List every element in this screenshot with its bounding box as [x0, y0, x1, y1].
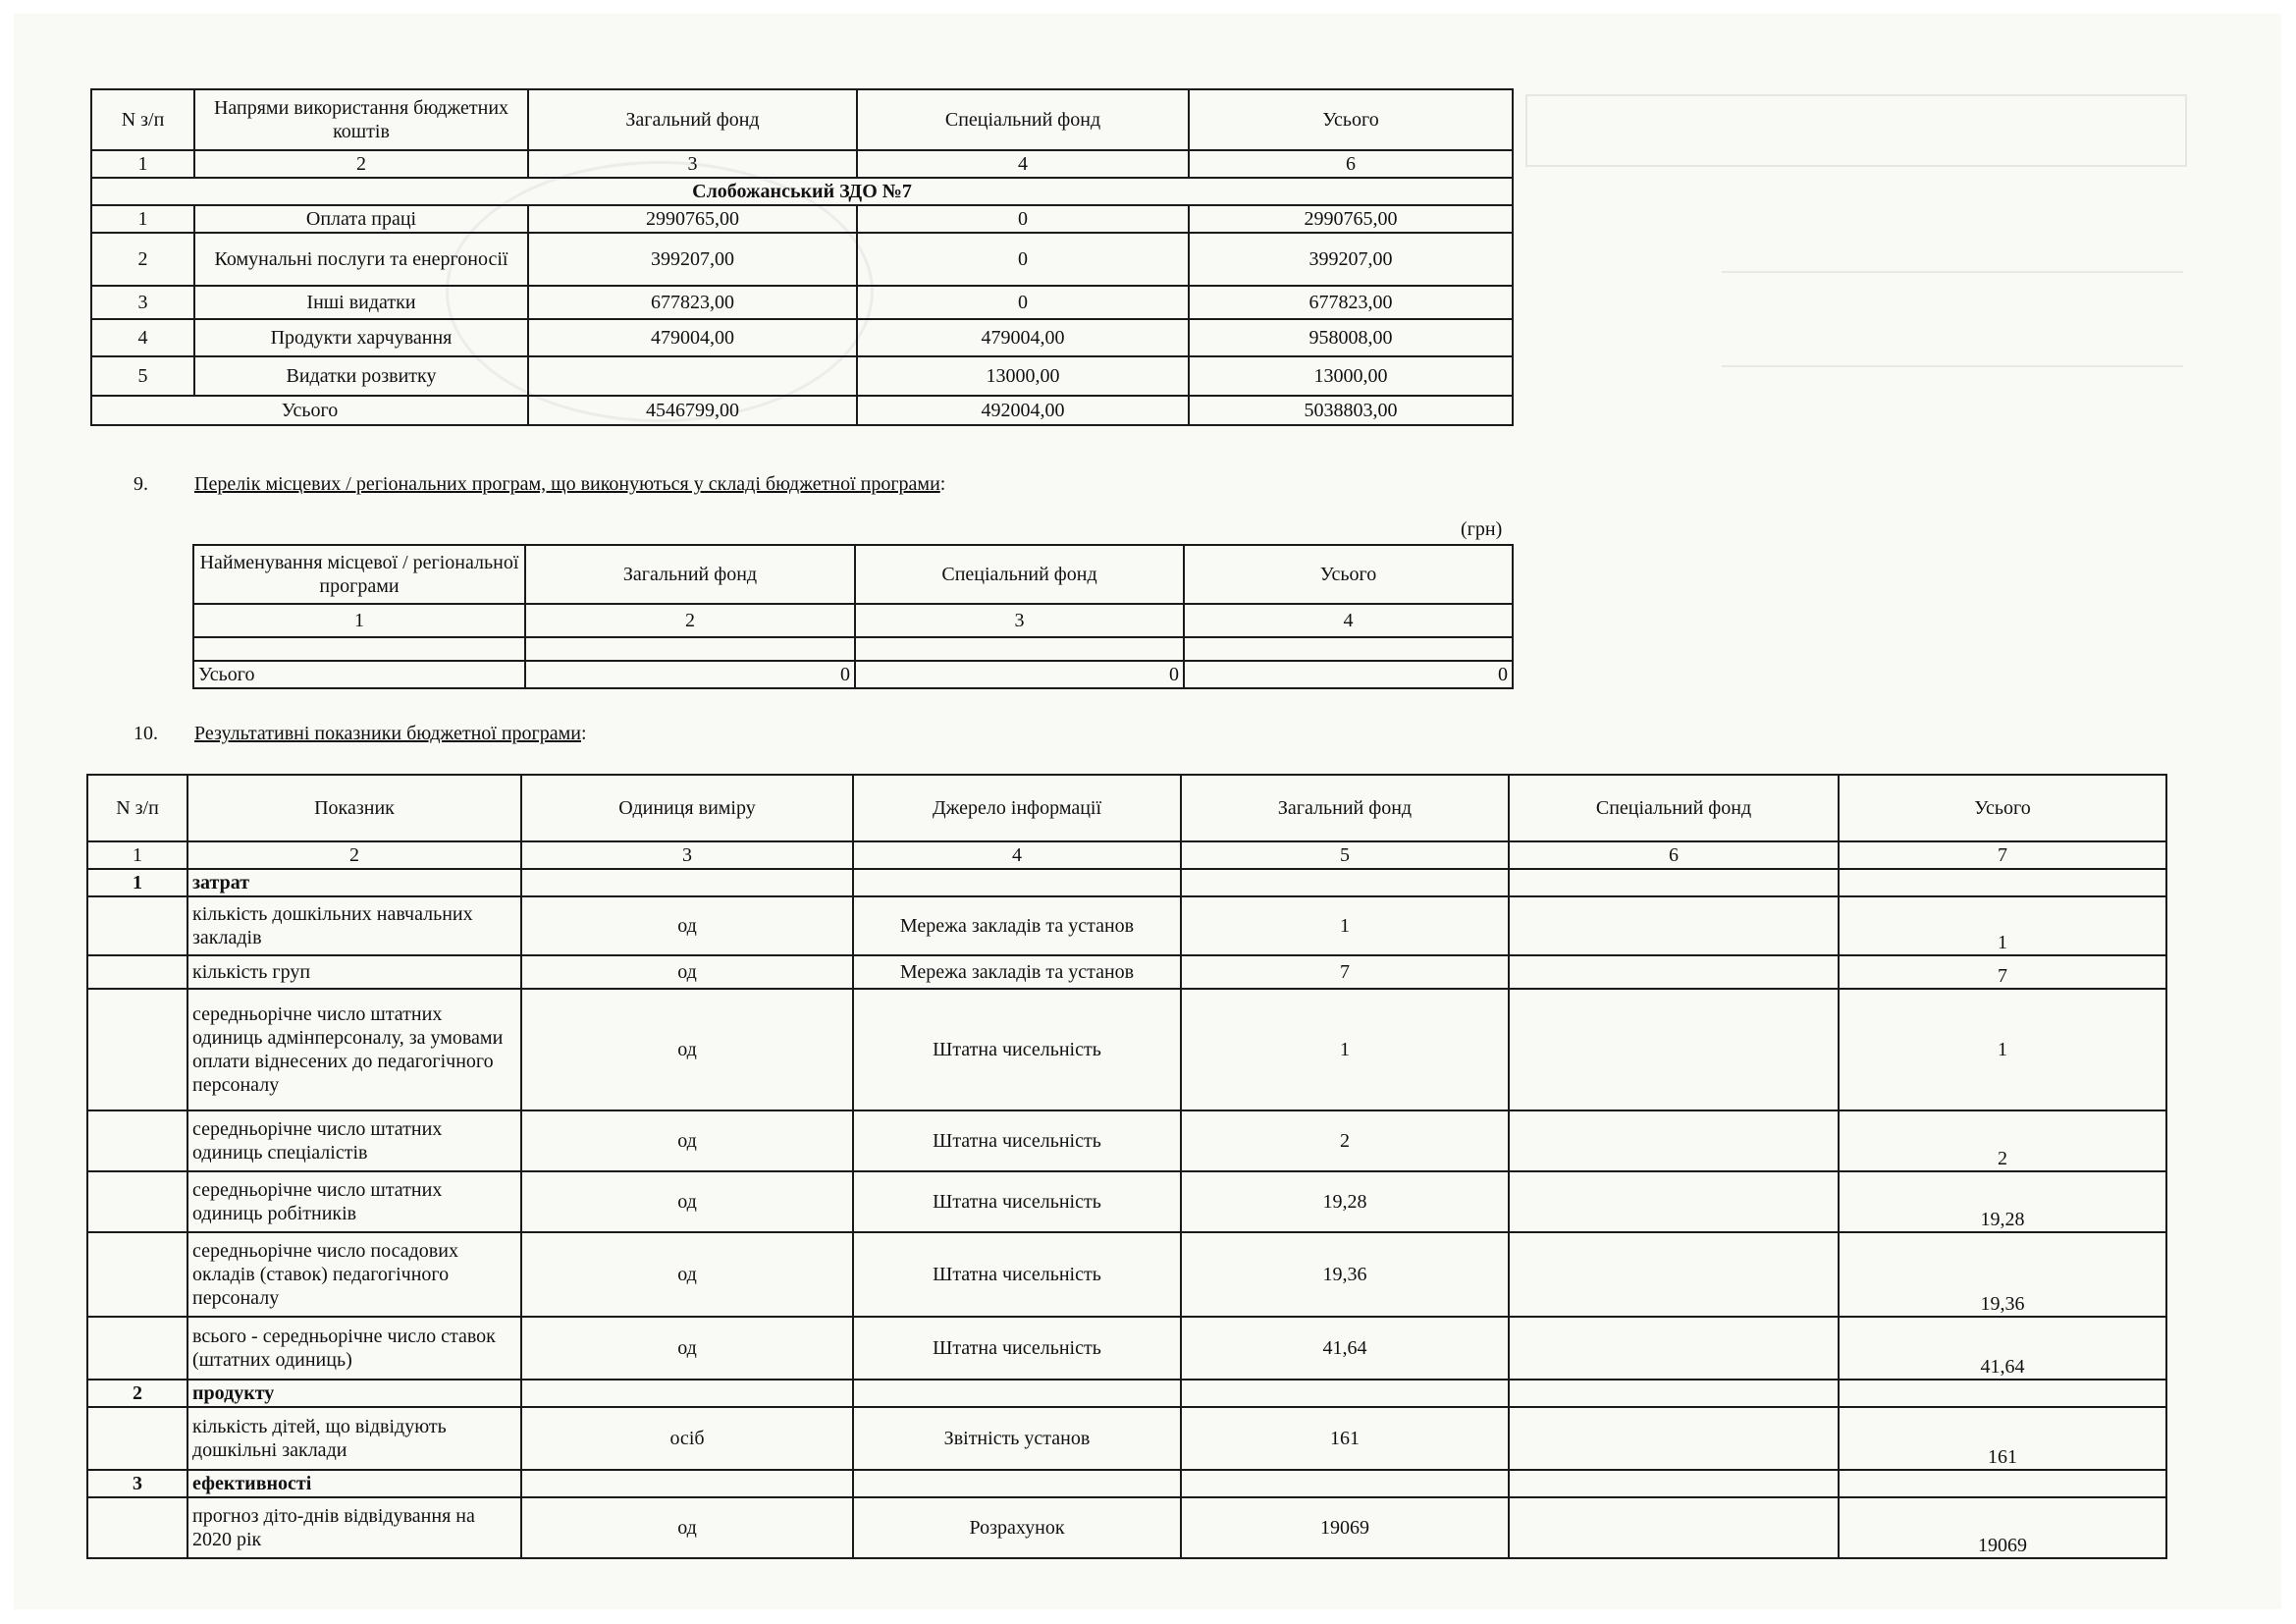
column-number: 4: [853, 841, 1181, 869]
special-fund: [1509, 1317, 1839, 1380]
empty-cell: [1181, 869, 1509, 896]
empty-row: [193, 637, 1513, 661]
currency-unit: (грн): [1461, 518, 1503, 540]
table-header-row: [193, 545, 1513, 604]
row-total: 2990765,00: [1189, 205, 1513, 233]
total-label: Усього: [91, 396, 528, 425]
indicator-group-row: [87, 1380, 2166, 1407]
header-cell: N з/п: [91, 89, 194, 150]
empty-cell: [193, 637, 525, 661]
column-number: 6: [1189, 150, 1513, 178]
column-number: 1: [91, 150, 194, 178]
group-title: продукту: [187, 1380, 521, 1407]
general-fund: 1: [1181, 989, 1509, 1110]
empty-cell: [1839, 869, 2166, 896]
bleed-through-table: [1525, 94, 2187, 167]
special-fund: 479004,00: [857, 319, 1189, 356]
empty-cell: [853, 1380, 1181, 1407]
section-number: 10.: [133, 723, 158, 744]
general-fund: 19069: [1181, 1497, 1509, 1558]
indicator-unit: од: [521, 955, 853, 989]
special-fund: [1509, 896, 1839, 955]
special-fund: [1509, 989, 1839, 1110]
bleed-through-line: [1722, 271, 2183, 273]
header-cell: Одиниця виміру: [521, 775, 853, 841]
indicator-name: прогноз діто-днів відвідування на 2020 рік: [187, 1497, 521, 1558]
general-fund: 677823,00: [528, 286, 857, 319]
table-row: [91, 356, 1513, 396]
indicator-source: Мережа закладів та установ: [853, 955, 1181, 989]
group-title: ефективності: [187, 1470, 521, 1497]
header-cell: Спеціальний фонд: [1509, 775, 1839, 841]
grand-total: 0: [1184, 661, 1513, 688]
empty-cell: [1839, 1380, 2166, 1407]
general-fund: 161: [1181, 1407, 1509, 1470]
empty-cell: [87, 1110, 187, 1171]
indicator-group-row: [87, 1470, 2166, 1497]
indicator-row: [87, 1317, 2166, 1380]
special-fund: [1509, 1171, 1839, 1232]
column-number-row: [91, 150, 1513, 178]
empty-cell: [855, 637, 1184, 661]
empty-cell: [1184, 637, 1513, 661]
row-name: Видатки розвитку: [194, 356, 528, 396]
header-cell: Спеціальний фонд: [857, 89, 1189, 150]
header-cell: Джерело інформації: [853, 775, 1181, 841]
row-total: 677823,00: [1189, 286, 1513, 319]
empty-cell: [87, 896, 187, 955]
special-fund: [1509, 1110, 1839, 1171]
indicator-name: кількість дітей, що відвідують дошкільні заклади: [187, 1407, 521, 1470]
indicator-total: 1: [1839, 989, 2166, 1110]
header-cell: Спеціальний фонд: [855, 545, 1184, 604]
column-number: 5: [1181, 841, 1509, 869]
row-total: 13000,00: [1189, 356, 1513, 396]
row-name: Продукти харчування: [194, 319, 528, 356]
indicator-source: Штатна чисельність: [853, 1317, 1181, 1380]
empty-cell: [1181, 1380, 1509, 1407]
indicator-name: середньорічне число штатних одиниць адмінперсоналу, за умовами оплати віднесених до педагогічного персоналу: [187, 989, 521, 1110]
column-number: 1: [193, 604, 525, 637]
indicator-unit: осіб: [521, 1407, 853, 1470]
column-number: 7: [1839, 841, 2166, 869]
header-cell: Загальний фонд: [528, 89, 857, 150]
general-fund: 2990765,00: [528, 205, 857, 233]
general-fund: 7: [1181, 955, 1509, 989]
general-fund: 19,36: [1181, 1232, 1509, 1317]
empty-cell: [1509, 1470, 1839, 1497]
indicator-row: [87, 955, 2166, 989]
table-header-row: [87, 775, 2166, 841]
indicator-total: 1: [1839, 896, 2166, 955]
special-fund: [1509, 955, 1839, 989]
row-number: 2: [91, 233, 194, 286]
empty-cell: [87, 1497, 187, 1558]
table-row: [91, 205, 1513, 233]
indicator-row: [87, 1171, 2166, 1232]
indicator-unit: од: [521, 1110, 853, 1171]
empty-cell: [1839, 1470, 2166, 1497]
empty-cell: [1509, 869, 1839, 896]
header-cell: Усього: [1189, 89, 1513, 150]
header-cell: Загальний фонд: [1181, 775, 1509, 841]
empty-cell: [87, 1407, 187, 1470]
section-title-colon: :: [580, 723, 587, 744]
group-title: Слобожанський ЗДО №7: [91, 178, 1513, 205]
group-number: 2: [87, 1380, 187, 1407]
indicator-name: кількість груп: [187, 955, 521, 989]
row-number: 1: [91, 205, 194, 233]
row-total: 958008,00: [1189, 319, 1513, 356]
group-title: затрат: [187, 869, 521, 896]
special-fund: [1509, 1497, 1839, 1558]
empty-cell: [521, 1380, 853, 1407]
indicator-source: Розрахунок: [853, 1497, 1181, 1558]
indicator-unit: од: [521, 1497, 853, 1558]
empty-cell: [87, 989, 187, 1110]
general-fund: 19,28: [1181, 1171, 1509, 1232]
row-number: 3: [91, 286, 194, 319]
indicator-total: 2: [1839, 1110, 2166, 1171]
indicator-row: [87, 896, 2166, 955]
indicator-total: 19069: [1839, 1497, 2166, 1558]
indicator-total: 161: [1839, 1407, 2166, 1470]
group-number: 3: [87, 1470, 187, 1497]
column-number: 3: [521, 841, 853, 869]
group-row: [91, 178, 1513, 205]
total-label: Усього: [193, 661, 525, 688]
column-number: 3: [855, 604, 1184, 637]
indicator-unit: од: [521, 989, 853, 1110]
column-number: 1: [87, 841, 187, 869]
performance-indicators-table: [86, 774, 2167, 1559]
section-title-text: Результативні показники бюджетної програми: [194, 723, 581, 744]
column-number: 2: [187, 841, 521, 869]
indicator-source: Штатна чисельність: [853, 989, 1181, 1110]
indicator-name: середньорічне число штатних одиниць спеціалістів: [187, 1110, 521, 1171]
general-fund: 41,64: [1181, 1317, 1509, 1380]
section-title-colon: :: [939, 473, 946, 495]
special-fund: [1509, 1232, 1839, 1317]
bleed-through-line: [1722, 365, 2183, 367]
row-name: Комунальні послуги та енергоносії: [194, 233, 528, 286]
indicator-name: всього - середньорічне число ставок (штатних одиниць): [187, 1317, 521, 1380]
column-number-row: [87, 841, 2166, 869]
empty-cell: [521, 869, 853, 896]
general-fund: 2: [1181, 1110, 1509, 1171]
indicator-unit: од: [521, 1171, 853, 1232]
section-title: [194, 473, 945, 496]
empty-cell: [525, 637, 855, 661]
header-cell: Загальний фонд: [525, 545, 855, 604]
row-name: Інші видатки: [194, 286, 528, 319]
special-fund-total: 492004,00: [857, 396, 1189, 425]
section-number: 9.: [133, 473, 148, 495]
table-row: [91, 319, 1513, 356]
indicator-row: [87, 1232, 2166, 1317]
indicator-source: Звітність установ: [853, 1407, 1181, 1470]
section-title: [194, 723, 587, 745]
grand-total: 5038803,00: [1189, 396, 1513, 425]
empty-cell: [87, 955, 187, 989]
group-number: 1: [87, 869, 187, 896]
table-row: [91, 286, 1513, 319]
header-cell: Усього: [1184, 545, 1513, 604]
row-name: Оплата праці: [194, 205, 528, 233]
empty-cell: [87, 1171, 187, 1232]
total-row: [91, 396, 1513, 425]
indicator-name: кількість дошкільних навчальних закладів: [187, 896, 521, 955]
empty-cell: [853, 1470, 1181, 1497]
total-row: [193, 661, 1513, 688]
indicator-row: [87, 1110, 2166, 1171]
header-cell: Показник: [187, 775, 521, 841]
general-fund-total: 4546799,00: [528, 396, 857, 425]
indicator-source: Штатна чисельність: [853, 1110, 1181, 1171]
empty-cell: [1181, 1470, 1509, 1497]
column-number: 4: [1184, 604, 1513, 637]
header-cell: Усього: [1839, 775, 2166, 841]
indicator-total: 7: [1839, 955, 2166, 989]
indicator-row: [87, 989, 2166, 1110]
indicator-source: Штатна чисельність: [853, 1232, 1181, 1317]
column-number-row: [193, 604, 1513, 637]
indicator-row: [87, 1407, 2166, 1470]
indicator-row: [87, 1497, 2166, 1558]
indicator-total: 19,36: [1839, 1232, 2166, 1317]
general-fund: 1: [1181, 896, 1509, 955]
special-fund: [1509, 1407, 1839, 1470]
row-number: 4: [91, 319, 194, 356]
special-fund: 0: [857, 286, 1189, 319]
general-fund: 399207,00: [528, 233, 857, 286]
header-cell: Напрями використання бюджетних коштів: [194, 89, 528, 150]
row-total: 399207,00: [1189, 233, 1513, 286]
general-fund-total: 0: [525, 661, 855, 688]
table-row: [91, 233, 1513, 286]
indicator-unit: од: [521, 896, 853, 955]
column-number: 6: [1509, 841, 1839, 869]
indicator-name: середньорічне число штатних одиниць робітників: [187, 1171, 521, 1232]
special-fund: 0: [857, 205, 1189, 233]
indicator-name: середньорічне число посадових окладів (ставок) педагогічного персоналу: [187, 1232, 521, 1317]
regional-programs-table: [192, 544, 1514, 689]
column-number: 2: [525, 604, 855, 637]
special-fund: 13000,00: [857, 356, 1189, 396]
indicator-source: Штатна чисельність: [853, 1171, 1181, 1232]
indicator-source: Мережа закладів та установ: [853, 896, 1181, 955]
empty-cell: [87, 1317, 187, 1380]
section-title-text: Перелік місцевих / регіональних програм, що виконуються у складі бюджетної програми: [194, 473, 940, 495]
special-fund-total: 0: [855, 661, 1184, 688]
general-fund: 479004,00: [528, 319, 857, 356]
indicator-group-row: [87, 869, 2166, 896]
empty-cell: [87, 1232, 187, 1317]
row-number: 5: [91, 356, 194, 396]
indicator-total: 41,64: [1839, 1317, 2166, 1380]
empty-cell: [521, 1470, 853, 1497]
column-number: 4: [857, 150, 1189, 178]
table-header-row: [91, 89, 1513, 150]
header-cell: Найменування місцевої / регіональної програми: [193, 545, 525, 604]
indicator-unit: од: [521, 1317, 853, 1380]
empty-cell: [1509, 1380, 1839, 1407]
special-fund: 0: [857, 233, 1189, 286]
column-number: 2: [194, 150, 528, 178]
column-number: 3: [528, 150, 857, 178]
budget-directions-table: [90, 88, 1514, 426]
indicator-unit: од: [521, 1232, 853, 1317]
indicator-total: 19,28: [1839, 1171, 2166, 1232]
header-cell: N з/п: [87, 775, 187, 841]
general-fund: [528, 356, 857, 396]
empty-cell: [853, 869, 1181, 896]
